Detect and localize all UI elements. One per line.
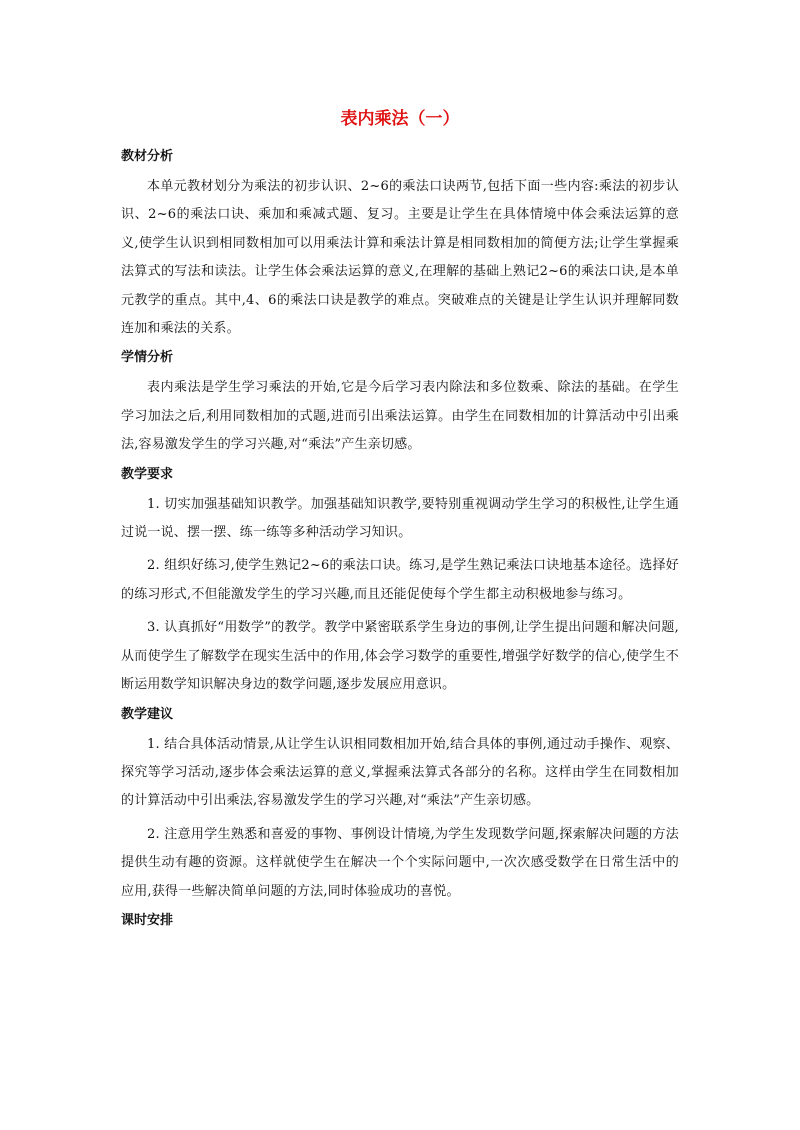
section (121, 348, 679, 459)
paragraph: 表内乘法是学生学习乘法的开始,它是今后学习表内除法和多位数乘、除法的基础。在学生学习加法之后,利用同数相加的式题,进而引出乘法运算。由学生在同数相加的计算活动中引出乘法,容易激发学生的学习兴趣,对“乘法”产生亲切感。 (121, 380, 679, 453)
paragraph: 本单元教材划分为乘法的初步认识、2~6的乘法口诀两节,包括下面一些内容:乘法的初步认识、2~6的乘法口诀、乘加和乘减式题、复习。主要是让学生在具体情境中体会乘法运算的意义,使学生认识到相同数相加可以用乘法计算和乘法计算是相同数相加的简便方法;让学生掌握乘法算式的写法和读法。让学生体会乘法运算的意义,在理解的基础上熟记2~6的乘法口诀,是本单元教学的重点。其中,4、6的乘法口诀是教学的难点。突破难点的关键是让学生认识并理解同数连加和乘法的关系。 (121, 179, 679, 337)
document-title: 表内乘法（一） (340, 109, 460, 129)
section-heading: 教学要求 (121, 466, 174, 482)
section (121, 147, 679, 343)
document-body (121, 147, 679, 937)
section-heading: 学情分析 (121, 350, 174, 366)
paragraph: 3. 认真抓好“用数学”的教学。教学中紧密联系学生身边的事例,让学生提出问题和解决问题,从而使学生了解数学在现实生活中的作用,体会学习数学的重要性,增强学好数学的信心,使学生不断运用数学知识解决身边的数学问题,逐步发展应用意识。 (121, 620, 679, 693)
section-heading: 课时安排 (121, 912, 174, 928)
section (121, 705, 679, 906)
paragraph: 1. 结合具体活动情景,从让学生认识相同数相加开始,结合具体的事例,通过动手操作、观察、探究等学习活动,逐步体会乘法运算的意义,掌握乘法算式各部分的名称。这样由学生在同数相加的计算活动中引出乘法,容易激发学生的学习兴趣,对“乘法”产生亲切感。 (121, 736, 679, 809)
section-heading: 教学建议 (121, 706, 174, 722)
paragraph: 1. 切实加强基础知识教学。加强基础知识教学,要特别重视调动学生学习的积极性,让学生通过说一说、摆一摆、练一练等多种活动学习知识。 (121, 496, 679, 541)
paragraph: 2. 组织好练习,使学生熟记2~6的乘法口诀。练习,是学生熟记乘法口诀地基本途径。选择好的练习形式,不但能激发学生的学习兴趣,而且还能促使每个学生都主动积极地参与练习。 (121, 558, 679, 602)
section (121, 465, 679, 700)
paragraph: 2. 注意用学生熟悉和喜爱的事物、事例设计情境,为学生发现数学问题,探索解决问题的方法提供生动有趣的资源。这样就使学生在解决一个个实际问题中,一次次感受数学在日常生活中的应用,获得一些解决简单问题的方法,同时体验成功的喜悦。 (121, 826, 679, 899)
section-heading: 教材分析 (121, 149, 174, 164)
section (121, 911, 679, 931)
